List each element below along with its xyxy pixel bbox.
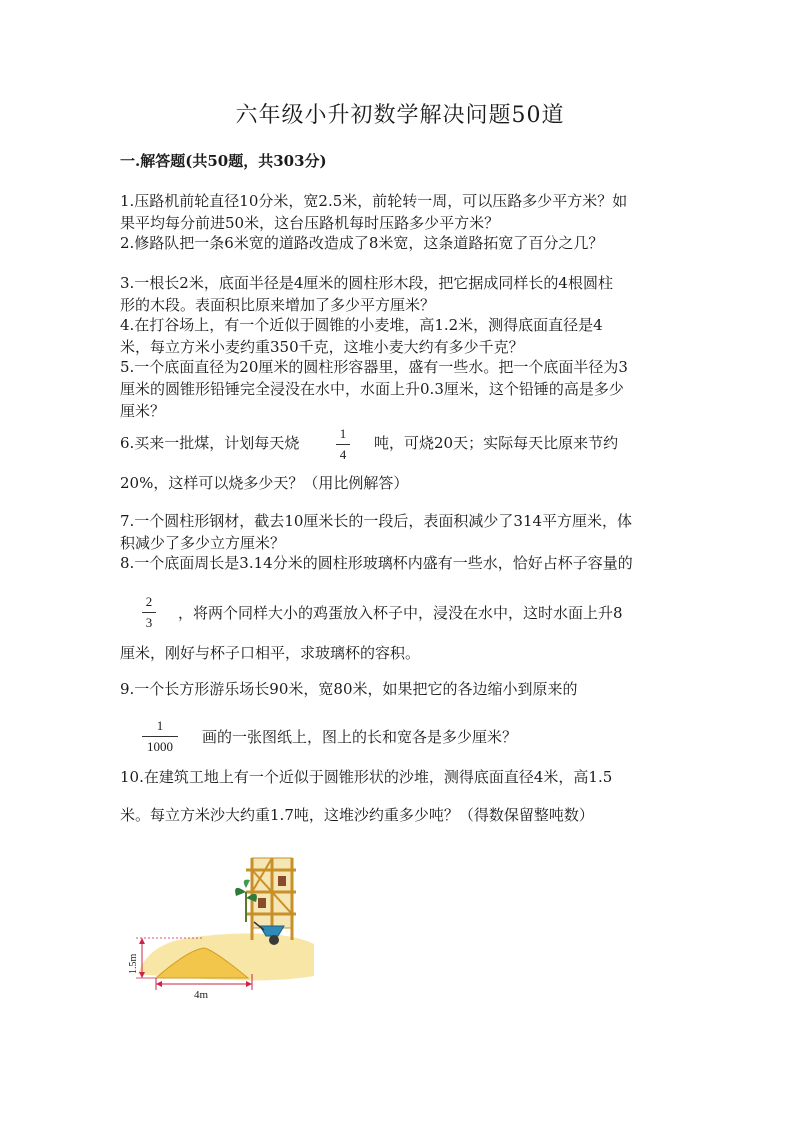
- problem-8-line-2: ，将两个同样大小的鸡蛋放入杯子中，浸没在水中，这时水面上升8: [178, 604, 623, 622]
- problem-9-line-2: 画的一张图纸上，图上的长和宽各是多少厘米？: [202, 728, 518, 746]
- fraction-denominator: 1000: [147, 739, 173, 754]
- section-heading: 一.解答题(共50题，共303分): [120, 152, 327, 170]
- problem-7-line-1: 7.一个圆柱形钢材，截去10厘米长的一段后，表面积减少了314平方厘米，体: [120, 512, 633, 530]
- problem-2: 2.修路队把一条6米宽的道路改造成了8米宽，这条道路拓宽了百分之几？: [120, 234, 604, 252]
- fraction-numerator: 1: [339, 426, 347, 441]
- problem-4-line-1: 4.在打谷场上，有一个近似于圆锥的小麦堆，高1.2米，测得底面直径是4: [120, 316, 603, 334]
- fraction-numerator: 1: [156, 718, 164, 733]
- problem-7-line-2: 积减少了多少立方厘米？: [120, 534, 286, 552]
- width-label: 4m: [194, 989, 209, 1001]
- problem-9-line-1: 9.一个长方形游乐场长90米，宽80米，如果把它的各边缩小到原来的: [120, 680, 578, 698]
- problem-6-line-1b: 吨，可烧20天；实际每天比原来节约: [374, 434, 619, 452]
- problem-6-line-2: 20%，这样可以烧多少天？（用比例解答）: [120, 474, 409, 492]
- problem-10-line-2: 米。每立方米沙大约重1.7吨，这堆沙约重多少吨？（得数保留整吨数）: [120, 806, 594, 824]
- fraction-one-thousandth: [142, 718, 178, 755]
- problem-5-line-3: 厘米？: [120, 402, 166, 420]
- fraction-two-thirds: [142, 594, 156, 631]
- fraction-one-quarter: [336, 426, 350, 463]
- fraction-denominator: 4: [339, 447, 347, 462]
- fraction-denominator: 3: [145, 615, 153, 630]
- problem-6-line-1a: 6.买来一批煤，计划每天烧: [120, 434, 300, 452]
- problem-8-line-3: 厘米，刚好与杯子口相平，求玻璃杯的容积。: [120, 644, 421, 662]
- problem-4-line-2: 米，每立方米小麦约重350千克，这堆小麦大约有多少千克？: [120, 338, 524, 356]
- problem-5-line-2: 厘米的圆锥形铅锤完全浸没在水中，水面上升0.3厘米，这个铅锤的高是多少: [120, 380, 624, 398]
- problem-8-line-1: 8.一个底面周长是3.14分米的圆柱形玻璃杯内盛有一些水，恰好占杯子容量的: [120, 554, 633, 572]
- problem-10-line-1: 10.在建筑工地上有一个近似于圆锥形状的沙堆，测得底面直径4米，高1.5: [120, 768, 613, 786]
- height-label: 1.5m: [128, 953, 139, 974]
- problem-3-line-2: 形的木段。表面积比原来增加了多少平方厘米？: [120, 296, 436, 314]
- problem-5-line-1: 5.一个底面直径为20厘米的圆柱形容器里，盛有一些水。把一个底面半径为3: [120, 358, 628, 376]
- problem-1-line-1: 1.压路机前轮直径10分米，宽2.5米，前轮转一周，可以压路多少平方米？如: [120, 192, 628, 210]
- sand-pile-figure: [128, 852, 328, 1002]
- problem-1-line-2: 果平均每分前进50米，这台压路机每时压路多少平方米？: [120, 214, 500, 232]
- fraction-numerator: 2: [145, 594, 153, 609]
- problem-3-line-1: 3.一根长2米，底面半径是4厘米的圆柱形木段，把它据成同样长的4根圆柱: [120, 274, 613, 292]
- page-title: 六年级小升初数学解决问题50道: [235, 103, 565, 128]
